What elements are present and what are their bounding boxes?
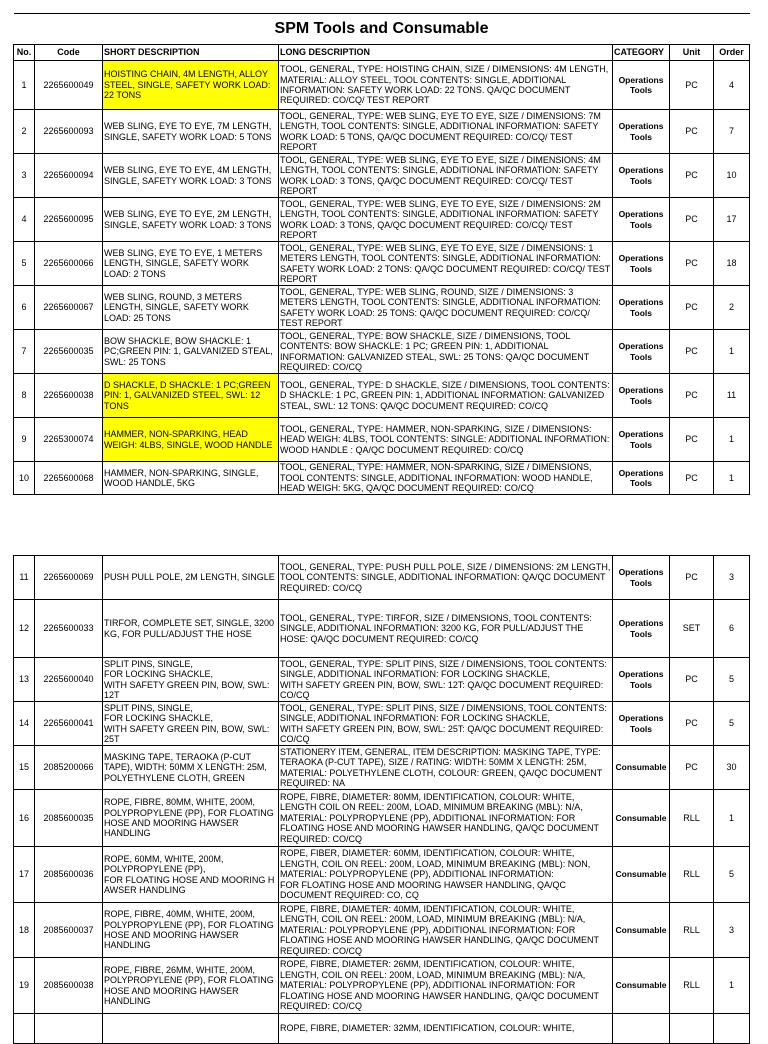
order-quantity [714, 1014, 750, 1044]
category: Consumable [613, 903, 670, 958]
order-quantity: 10 [714, 154, 750, 198]
header-short-description: SHORT DESCRIPTION [103, 45, 279, 61]
item-number: 5 [14, 242, 35, 286]
category: Operations Tools [613, 330, 670, 374]
category: Operations Tools [613, 286, 670, 330]
table-row [14, 418, 750, 462]
item-number: 15 [14, 746, 35, 790]
long-description: ROPE, FIBRE, DIAMETER: 26MM, IDENTIFICATION, COLOUR: WHITE, LENGTH, COIL ON REEL: 200M, LOAD, MINIMUM BREAKING (MBL): N/A, MATERIAL: POLYPROPYLENE (PP), ADDITIONAL INFORMATION: FOR FLOATING HOSE AND MOORING HAWSER HANDLING, QA/QC DOCUMENT REQUIRED: CO/CQ [279, 958, 613, 1014]
item-code [35, 1014, 103, 1044]
order-quantity: 1 [714, 790, 750, 847]
long-description: ROPE, FIBRE, DIAMETER: 32MM, IDENTIFICATION, COLOUR: WHITE, [279, 1014, 613, 1044]
short-description [103, 1014, 279, 1044]
unit: RLL [670, 790, 714, 847]
unit: RLL [670, 847, 714, 903]
spm-table-1 [13, 13, 750, 495]
item-number: 19 [14, 958, 35, 1014]
category: Operations Tools [613, 154, 670, 198]
category: Operations Tools [613, 242, 670, 286]
short-description: ROPE, FIBRE, 40MM, WHITE, 200M, POLYPROPYLENE (PP), FOR FLOATING HOSE AND MOORING HAWSER HANDLING [103, 903, 279, 958]
short-description: ROPE, FIBRE, 80MM, WHITE, 200M, POLYPROPYLENE (PP), FOR FLOATING HOSE AND MOORING HAWSER HANDLING [103, 790, 279, 847]
item-number [14, 1014, 35, 1044]
long-description: TOOL, GENERAL, TYPE: HAMMER, NON-SPARKING, SIZE / DIMENSIONS: HEAD WEIGH: 4LBS, TOOL CONTENTS: SINGLE: ADDITIONAL INFORMATION: WOOD HANDLE : QA/QC DOCUMENT REQUIRED: CO/CQ [279, 418, 613, 462]
header-order: Order [714, 45, 750, 61]
order-quantity: 11 [714, 374, 750, 418]
short-description: WEB SLING, EYE TO EYE, 7M LENGTH, SINGLE, SAFETY WORK LOAD: 5 TONS [103, 110, 279, 154]
short-description: SPLIT PINS, SINGLE, FOR LOCKING SHACKLE, WITH SAFETY GREEN PIN, BOW, SWL: 25T [103, 702, 279, 746]
item-code: 2085600036 [35, 847, 103, 903]
order-quantity: 1 [714, 418, 750, 462]
category: Operations Tools [613, 658, 670, 702]
header-long-description: LONG DESCRIPTION [279, 45, 613, 61]
item-number: 4 [14, 198, 35, 242]
long-description: TOOL, GENERAL, TYPE: D SHACKLE, SIZE / DIMENSIONS, TOOL CONTENTS: D SHACKLE: 1 PC, GREEN PIN: 1, ADDITIONAL INFORMATION: GALVANIZED STEAL, SWL: 12 TONS: QA/QC DOCUMENT REQUIRED: CO/CQ [279, 374, 613, 418]
table-row [14, 1014, 750, 1044]
item-number: 10 [14, 462, 35, 495]
table-row [14, 600, 750, 658]
unit: PC [670, 746, 714, 790]
order-quantity: 3 [714, 903, 750, 958]
item-code: 2085600035 [35, 790, 103, 847]
unit: PC [670, 286, 714, 330]
item-code: 2265600068 [35, 462, 103, 495]
category: Operations Tools [613, 110, 670, 154]
unit: PC [670, 61, 714, 110]
category: Operations Tools [613, 61, 670, 110]
order-quantity: 17 [714, 198, 750, 242]
long-description: TOOL, GENERAL, TYPE: SPLIT PINS, SIZE / DIMENSIONS, TOOL CONTENTS: SINGLE, ADDITIONAL INFORMATION: FOR LOCKING SHACKLE, WITH SAFETY GREEN PIN, BOW, SWL: 12T: QA/QC DOCUMENT REQUIRED: CO/CQ [279, 658, 613, 702]
item-code: 2265600067 [35, 286, 103, 330]
category: Operations Tools [613, 374, 670, 418]
item-number: 16 [14, 790, 35, 847]
category: Operations Tools [613, 600, 670, 658]
unit: PC [670, 418, 714, 462]
unit: PC [670, 658, 714, 702]
table-row [14, 847, 750, 903]
item-code: 2265600033 [35, 600, 103, 658]
item-code: 2265600095 [35, 198, 103, 242]
table-row [14, 198, 750, 242]
short-description: WEB SLING, EYE TO EYE, 2M LENGTH, SINGLE, SAFETY WORK LOAD: 3 TONS [103, 198, 279, 242]
item-code: 2265600040 [35, 658, 103, 702]
long-description: ROPE, FIBRE, DIAMETER: 80MM, IDENTIFICATION, COLOUR: WHITE, LENGTH COIL ON REEL: 200M, LOAD, MINIMUM BREAKING (MBL): N/A, MATERIAL: POLYPROPYLENE (PP), ADDITIONAL INFORMATION: FOR FLOATING HOSE AND MOORING HAWSER HANDLING, QA/QC DOCUMENT REQUIRED: CO/CQ [279, 790, 613, 847]
order-quantity: 18 [714, 242, 750, 286]
long-description: TOOL, GENERAL, TYPE: BOW SHACKLE, SIZE / DIMENSIONS, TOOL CONTENTS: BOW SHACKLE: 1 PC; GREEN PIN: 1, ADDITIONAL INFORMATION: GALVANIZED STEAL, SWL: 25 TONS: QA/QC DOCUMENT REQUIRED: CO/CQ [279, 330, 613, 374]
short-description: WEB SLING, EYE TO EYE, 1 METERS LENGTH, SINGLE, SAFETY WORK LOAD: 2 TONS [103, 242, 279, 286]
unit: PC [670, 110, 714, 154]
long-description: TOOL, GENERAL, TYPE: HAMMER, NON-SPARKING, SIZE / DIMENSIONS, TOOL CONTENTS: SINGLE, ADDITIONAL INFORMATION: WOOD HANDLE, HEAD WEIGH: 5KG, QA/QC DOCUMENT REQUIRED: CO/CQ [279, 462, 613, 495]
table-row [14, 154, 750, 198]
short-description: ROPE, FIBRE, 26MM, WHITE, 200M, POLYPROPYLENE (PP), FOR FLOATING HOSE AND MOORING HAWSER HANDLING [103, 958, 279, 1014]
short-description: SPLIT PINS, SINGLE, FOR LOCKING SHACKLE, WITH SAFETY GREEN PIN, BOW, SWL: 12T [103, 658, 279, 702]
short-description: WEB SLING, EYE TO EYE, 4M LENGTH, SINGLE, SAFETY WORK LOAD: 3 TONS [103, 154, 279, 198]
category: Consumable [613, 847, 670, 903]
table-row [14, 658, 750, 702]
order-quantity: 1 [714, 958, 750, 1014]
order-quantity: 5 [714, 847, 750, 903]
item-number: 11 [14, 556, 35, 600]
item-number: 2 [14, 110, 35, 154]
table-row [14, 462, 750, 495]
category: Consumable [613, 958, 670, 1014]
long-description: ROPE, FIBRE, DIAMETER: 40MM, IDENTIFICATION, COLOUR: WHITE, LENGTH, COIL ON REEL: 200M, LOAD, MINIMUM BREAKING (MBL): N/A, MATERIAL: POLYPROPYLENE (PP), ADDITIONAL INFORMATION: FOR FLOATING HOSE AND MOORING HAWSER HANDLING, QA/QC DOCUMENT REQUIRED: CO/CQ [279, 903, 613, 958]
long-description: TOOL, GENERAL, TYPE: WEB SLING, EYE TO EYE, SIZE / DIMENSIONS: 4M LENGTH, TOOL CONTENTS: SINGLE, ADDITIONAL INFORMATION: SAFETY WORK LOAD: 3 TONS, QA/QC DOCUMENT REQUIRED: CO/CQ/ TEST REPORT [279, 154, 613, 198]
short-description: ROPE, 60MM, WHITE, 200M, POLYPROPYLENE (PP), FOR FLOATING HOSE AND MOORING H AWSER HANDLING [103, 847, 279, 903]
table-row [14, 330, 750, 374]
header-category: CATEGORY [613, 45, 670, 61]
long-description: TOOL, GENERAL, TYPE: WEB SLING, ROUND, SIZE / DIMENSIONS: 3 METERS LENGTH, TOOL CONTENTS: SINGLE, ADDITIONAL INFORMATION: SAFETY WORK LOAD: 25 TONS: QA/QC DOCUMENT REQUIRED: CO/CQ/ TEST REPORT [279, 286, 613, 330]
item-code: 2265600093 [35, 110, 103, 154]
category: Operations Tools [613, 702, 670, 746]
long-description: STATIONERY ITEM, GENERAL, ITEM DESCRIPTION: MASKING TAPE, TYPE: TERAOKA (P-CUT TAPE), SIZE / RATING: WIDTH: 50MM X LENGTH: 25M, MATERIAL: POLYETHYLENE CLOTH, COLOUR: GREEN, QA/QC DOCUMENT REQUIRED: NA [279, 746, 613, 790]
item-code: 2265600066 [35, 242, 103, 286]
item-number: 6 [14, 286, 35, 330]
long-description: TOOL, GENERAL, TYPE: PUSH PULL POLE, SIZE / DIMENSIONS: 2M LENGTH, TOOL CONTENTS: SINGLE, ADDITIONAL INFORMATION: QA/QC DOCUMENT REQUIRED: CO/CQ [279, 556, 613, 600]
order-quantity: 4 [714, 61, 750, 110]
item-code: 2085200066 [35, 746, 103, 790]
long-description: TOOL, GENERAL, TYPE: TIRFOR, SIZE / DIMENSIONS, TOOL CONTENTS: SINGLE, ADDITIONAL INFORMATION: 3200 KG, FOR PULL/ADJUST THE HOSE: QA/QC DOCUMENT REQUIRED: CO/CQ [279, 600, 613, 658]
page-title: SPM Tools and Consumable [14, 14, 750, 45]
header-unit: Unit [670, 45, 714, 61]
item-number: 12 [14, 600, 35, 658]
unit: PC [670, 462, 714, 495]
unit: PC [670, 702, 714, 746]
item-number: 3 [14, 154, 35, 198]
item-code: 2265600041 [35, 702, 103, 746]
order-quantity: 3 [714, 556, 750, 600]
long-description: TOOL, GENERAL, TYPE: HOISTING CHAIN, SIZE / DIMENSIONS: 4M LENGTH, MATERIAL: ALLOY STEEL, TOOL CONTENTS: SINGLE, ADDITIONAL INFORMATION: SAFETY WORK LOAD: 22 TONS. QA/QC DOCUMENT REQUIRED: CO/CQ/ TEST REPORT [279, 61, 613, 110]
long-description: ROPE, FIBER, DIAMETER: 60MM, IDENTIFICATION, COLOUR: WHITE, LENGTH, COIL ON REEL: 200M, LOAD, MINIMUM BREAKING (MBL): NON, MATERIAL: POLYPROPYLENE (PP), ADDITIONAL INFORMATION: FOR FLOATING HOSE AND MOORING HAWSER HANDLING, QA/QC DOCUMENT REQUIRED: CO, CQ [279, 847, 613, 903]
unit [670, 1014, 714, 1044]
long-description: TOOL, GENERAL, TYPE: WEB SLING, EYE TO EYE, SIZE / DIMENSIONS: 7M LENGTH, TOOL CONTENTS: SINGLE, ADDITIONAL INFORMATION: SAFETY WORK LOAD: 5 TONS, QA/QC DOCUMENT REQUIRED: CO/CQ/ TEST REPORT [279, 110, 613, 154]
short-description: HAMMER, NON-SPARKING, HEAD WEIGH: 4LBS, SINGLE, WOOD HANDLE [103, 418, 279, 462]
unit: PC [670, 198, 714, 242]
item-code: 2265600035 [35, 330, 103, 374]
unit: PC [670, 242, 714, 286]
header-code: Code [35, 45, 103, 61]
short-description: PUSH PULL POLE, 2M LENGTH, SINGLE [103, 556, 279, 600]
unit: PC [670, 556, 714, 600]
order-quantity: 5 [714, 658, 750, 702]
item-code: 2265600049 [35, 61, 103, 110]
order-quantity: 5 [714, 702, 750, 746]
short-description: BOW SHACKLE, BOW SHACKLE: 1 PC;GREEN PIN: 1, GALVANIZED STEAL, SWL: 25 TONS [103, 330, 279, 374]
item-number: 9 [14, 418, 35, 462]
table-row [14, 556, 750, 600]
item-number: 13 [14, 658, 35, 702]
header-no: No. [14, 45, 35, 61]
order-quantity: 1 [714, 330, 750, 374]
table-row [14, 61, 750, 110]
header-row [14, 45, 750, 61]
category: Operations Tools [613, 418, 670, 462]
item-number: 18 [14, 903, 35, 958]
item-code: 2085600037 [35, 903, 103, 958]
short-description: WEB SLING, ROUND, 3 METERS LENGTH, SINGLE, SAFETY WORK LOAD: 25 TONS [103, 286, 279, 330]
category [613, 1014, 670, 1044]
order-quantity: 1 [714, 462, 750, 495]
category: Consumable [613, 790, 670, 847]
unit: RLL [670, 958, 714, 1014]
short-description: HOISTING CHAIN, 4M LENGTH, ALLOY STEEL, SINGLE, SAFETY WORK LOAD: 22 TONS [103, 61, 279, 110]
category: Operations Tools [613, 198, 670, 242]
unit: SET [670, 600, 714, 658]
item-number: 14 [14, 702, 35, 746]
order-quantity: 7 [714, 110, 750, 154]
long-description: TOOL, GENERAL, TYPE: WEB SLING, EYE TO EYE, SIZE / DIMENSIONS: 2M LENGTH, TOOL CONTENTS: SINGLE, ADDITIONAL INFORMATION: SAFETY WORK LOAD: 3 TONS, QA/QC DOCUMENT REQUIRED: CO/CQ/ TEST REPORT [279, 198, 613, 242]
order-quantity: 30 [714, 746, 750, 790]
table-row [14, 374, 750, 418]
table-row [14, 242, 750, 286]
table-row [14, 790, 750, 847]
item-number: 7 [14, 330, 35, 374]
unit: PC [670, 330, 714, 374]
table-row [14, 746, 750, 790]
short-description: HAMMER, NON-SPARKING, SINGLE, WOOD HANDLE, 5KG [103, 462, 279, 495]
item-code: 2265600038 [35, 374, 103, 418]
item-number: 17 [14, 847, 35, 903]
unit: RLL [670, 903, 714, 958]
category: Consumable [613, 746, 670, 790]
order-quantity: 6 [714, 600, 750, 658]
order-quantity: 2 [714, 286, 750, 330]
long-description: TOOL, GENERAL, TYPE: WEB SLING, EYE TO EYE, SIZE / DIMENSIONS: 1 METERS LENGTH, TOOL CONTENTS: SINGLE, ADDITIONAL INFORMATION: SAFETY WORK LOAD: 2 TONS: QA/QC DOCUMENT REQUIRED: CO/CQ/ TEST REPORT [279, 242, 613, 286]
unit: PC [670, 154, 714, 198]
item-code: 2265600094 [35, 154, 103, 198]
table-row [14, 110, 750, 154]
long-description: TOOL, GENERAL, TYPE: SPLIT PINS, SIZE / DIMENSIONS, TOOL CONTENTS: SINGLE, ADDITIONAL INFORMATION: FOR LOCKING SHACKLE, WITH SAFETY GREEN PIN, BOW, SWL: 25T: QA/QC DOCUMENT REQUIRED: CO/CQ [279, 702, 613, 746]
short-description: MASKING TAPE, TERAOKA (P-CUT TAPE), WIDTH: 50MM X LENGTH: 25M, POLYETHYLENE CLOTH, GREEN [103, 746, 279, 790]
unit: PC [670, 374, 714, 418]
table-row [14, 286, 750, 330]
short-description: TIRFOR, COMPLETE SET, SINGLE, 3200 KG, FOR PULL/ADJUST THE HOSE [103, 600, 279, 658]
item-number: 8 [14, 374, 35, 418]
table-row [14, 958, 750, 1014]
item-number: 1 [14, 61, 35, 110]
item-code: 2265600069 [35, 556, 103, 600]
spm-table-2 [13, 555, 750, 1044]
short-description: D SHACKLE, D SHACKLE: 1 PC;GREEN PIN: 1, GALVANIZED STEEL, SWL: 12 TONS [103, 374, 279, 418]
category: Operations Tools [613, 556, 670, 600]
table-row [14, 903, 750, 958]
category: Operations Tools [613, 462, 670, 495]
item-code: 2085600038 [35, 958, 103, 1014]
item-code: 2265300074 [35, 418, 103, 462]
table-row [14, 702, 750, 746]
